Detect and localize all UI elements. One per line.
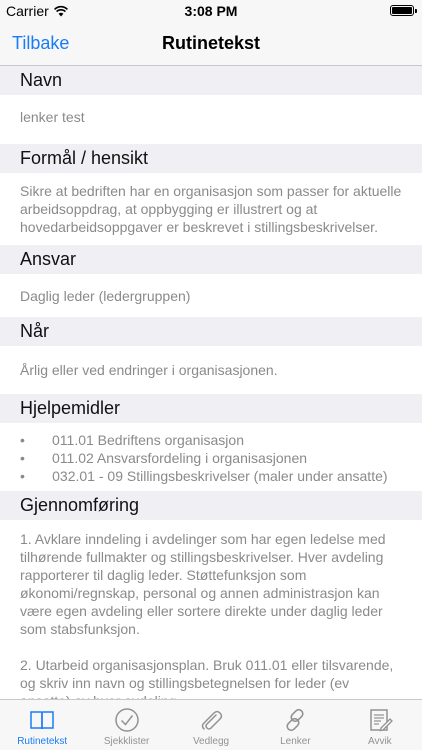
bullet: •: [20, 450, 25, 466]
bullet: •: [20, 432, 25, 448]
navigation-bar: [0, 22, 422, 66]
section-header-ansvar: Ansvar: [0, 245, 422, 274]
carrier-label: Carrier: [6, 3, 49, 19]
section-body-navn: [0, 95, 422, 144]
section-header-hjelpemidler: Hjelpemidler: [0, 394, 422, 423]
status-time: 3:08 PM: [184, 3, 238, 19]
tab-label: Sjekklister: [103, 736, 150, 747]
content-scroll[interactable]: [0, 66, 422, 699]
ansvar-text: Daglig leder (ledergruppen): [20, 288, 191, 304]
navn-text: lenker test: [20, 109, 85, 125]
list-item-text: 011.02 Ansvarsfordeling i organisasjonen: [52, 450, 308, 466]
bullet: •: [20, 468, 25, 484]
list-item: [20, 449, 402, 467]
list-item: [20, 467, 402, 485]
tab-label: Rutinetekst: [17, 736, 68, 747]
link-icon: [281, 706, 309, 734]
formal-text: Sikre at bedriften har en organisasjon som passer for aktuelle arbeidsoppdrag, at oppbygging er illustrert og at hovedarbeidsoppgaver er beskrevet i stillingsbeskrivelser.: [20, 183, 402, 235]
back-button[interactable]: Tilbake: [12, 33, 70, 53]
section-body-hjelpemidler: [0, 423, 422, 491]
list-item: [20, 431, 402, 449]
paperclip-icon: [197, 706, 225, 734]
tab-vedlegg[interactable]: [169, 700, 253, 750]
checkmark-circle-icon: [113, 706, 141, 734]
nar-text: Årlig eller ved endringer i organisasjonen.: [20, 362, 278, 378]
section-header-formal: Formål / hensikt: [0, 144, 422, 173]
tab-sjekklister[interactable]: [84, 700, 168, 750]
section-body-ansvar: [0, 274, 422, 317]
tab-lenker[interactable]: [253, 700, 337, 750]
section-header-nar: Når: [0, 317, 422, 346]
tab-rutinetekst[interactable]: [0, 700, 84, 750]
section-body-formal: [0, 173, 422, 245]
tab-bar: [0, 699, 422, 750]
document-edit-icon: [366, 706, 394, 734]
tab-label: Avvik: [367, 736, 392, 747]
list-item-text: 011.01 Bedriftens organisasjon: [52, 432, 244, 448]
tab-avvik[interactable]: [338, 700, 422, 750]
list-item-text: 032.01 - 09 Stillingsbeskrivelser (maler under ansatte): [52, 468, 388, 484]
gjennomforing-paragraph: 2. Utarbeid organisasjonsplan. Bruk 011.01 eller tilsvarende, og skriv inn navn og stillingsbetegnelsen for leder (ev: [20, 657, 394, 691]
section-header-gjennomforing: Gjennomføring: [0, 491, 422, 520]
section-header-navn: Navn: [0, 66, 422, 95]
section-body-gjennomforing: [0, 520, 422, 720]
section-body-nar: [0, 346, 422, 394]
status-bar: [0, 0, 422, 22]
hjelpemidler-list: [20, 431, 402, 485]
page-title: Rutinetekst: [161, 33, 260, 53]
tab-label: Lenker: [280, 736, 311, 747]
battery-icon: [390, 5, 414, 16]
gjennomforing-paragraph: 1. Avklare inndeling i avdelinger som har egen ledelse med tilhørende fullmakter og stillingsbeskrivelser. Hver avdeling rapporterer til daglig leder. Støttefunksjon som økonomi/regnskap, personal og annen administrasjon kan være egen avdeling eller sortere direkte under daglig leder som stabsfunksjon.: [20, 531, 386, 637]
tab-label: Vedlegg: [192, 736, 230, 747]
book-icon: [28, 706, 56, 734]
